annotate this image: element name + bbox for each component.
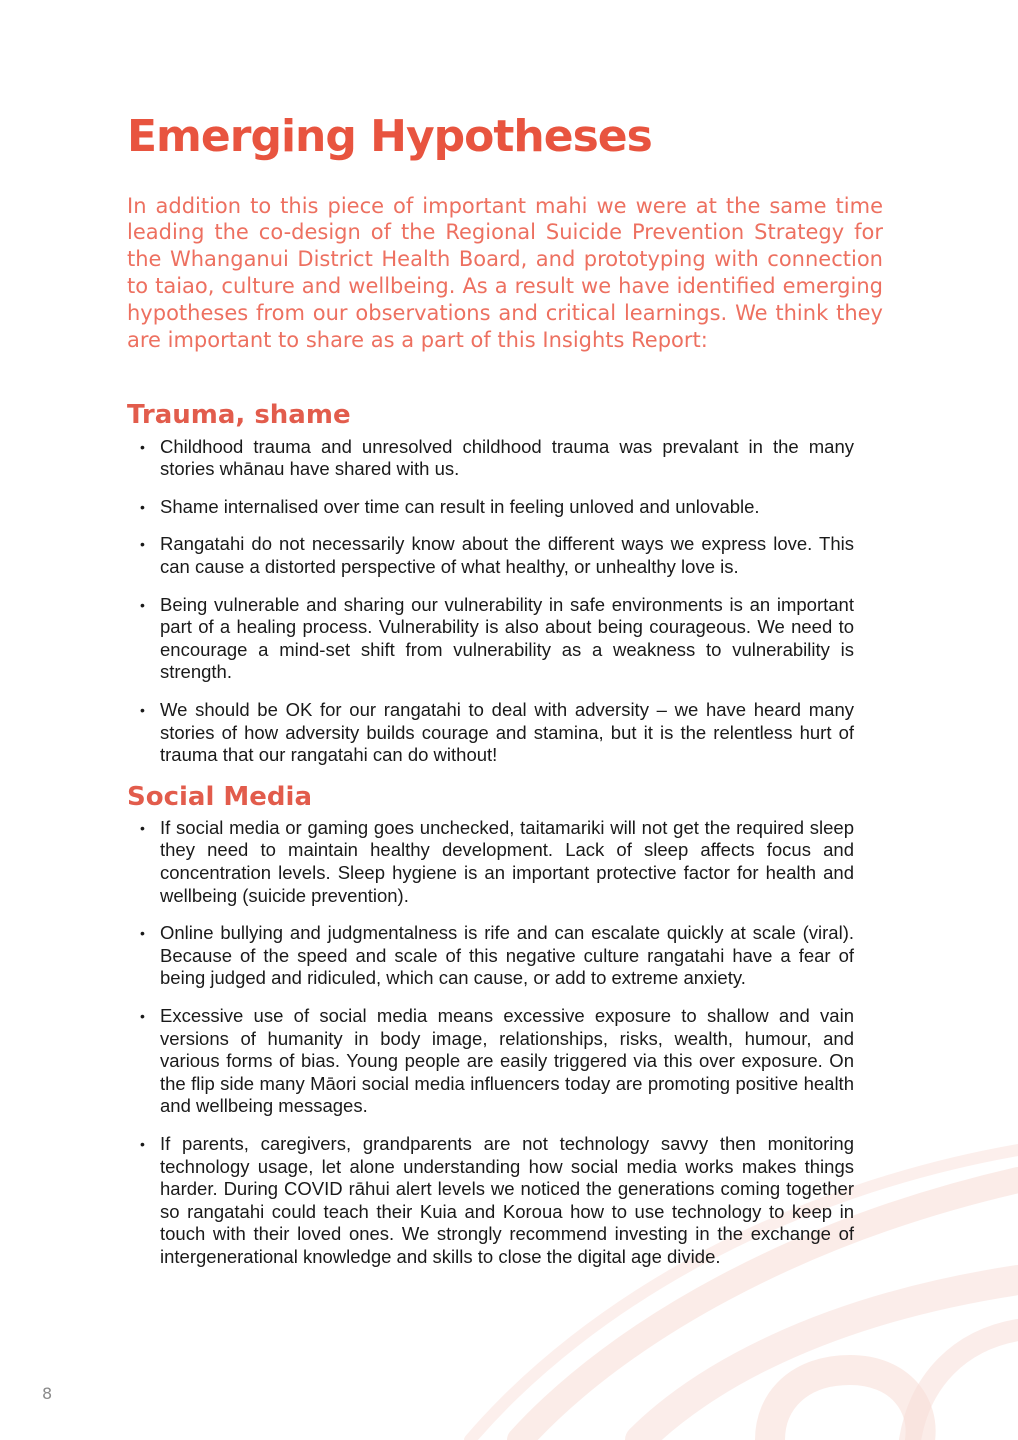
bullet-icon: • <box>140 925 145 942</box>
list-item <box>127 594 854 684</box>
list-item-text: If social media or gaming goes unchecked, taitamariki will not get the required sleep they need to maintain healthy development. Lack of sleep affects focus and concentration levels. Sleep hygiene is an important protective factor for health and wellbeing (suicide prevention). <box>160 816 854 906</box>
social-media-list <box>127 817 854 1269</box>
bullet-icon: • <box>140 701 145 718</box>
list-item-text: Childhood trauma and unresolved childhood trauma was prevalant in the many stories whānau have shared with us. <box>160 435 854 480</box>
list-item-text: Rangatahi do not necessarily know about the different ways we express love. This can cause a distorted perspective of what healthy, or unhealthy love is. <box>160 533 854 577</box>
bullet-icon: • <box>140 438 145 455</box>
page-title: Emerging Hypotheses <box>127 111 652 162</box>
list-item-text: Online bullying and judgmentalness is rife and can escalate quickly at scale (viral). Because of the speed and scale of this negative culture rangatahi have a fear of being judged and ridiculed, which can cause, or add to extreme anxiety. <box>160 922 854 989</box>
list-item <box>127 1005 854 1118</box>
list-item-text: If parents, caregivers, grandparents are not technology savvy then monitoring technology usage, let alone understanding how social media works makes things harder. During COVID rāhui alert levels we noticed the generations coming together so rangatahi could teach their Kuia and Koroua how to use technology to keep in touch with their loved ones. We strongly recommend investing in the exchange of intergenerational knowledge and skills to close the digital age divide. <box>160 1133 854 1267</box>
trauma-shame-list <box>127 436 854 767</box>
bullet-icon: • <box>140 536 145 553</box>
bullet-icon: • <box>140 596 145 613</box>
intro-paragraph: In addition to this piece of important mahi we were at the same time leading the co-design of the Regional Suicide Prevention Strategy for the Whanganui District Health Board, and prototyping with connection to taiao, culture and wellbeing. As a result we have identified emerging hypotheses from our observations and critical learnings. We think they are important to share as a part of this Insights Report: <box>127 193 883 352</box>
list-item <box>127 699 854 767</box>
bullet-icon: • <box>140 498 145 515</box>
bullet-icon: • <box>140 819 145 836</box>
list-item-text: Shame internalised over time can result in feeling unloved and unlovable. <box>160 495 760 517</box>
bullet-icon: • <box>140 1136 145 1152</box>
list-item <box>127 496 854 519</box>
list-item <box>127 533 854 578</box>
bullet-icon: • <box>140 1008 145 1025</box>
list-item-text: Being vulnerable and sharing our vulnerability in safe environments is an important part of a healing process. Vulnerability is also about being courageous. We need to encourage a mind-set shift from vulnerability as a weakness to vulnerability is strength. <box>160 593 854 683</box>
list-item-text: Excessive use of social media means excessive exposure to shallow and vain versions of humanity in body image, relationships, risks, wealth, humour, and various forms of bias. Young people are easily triggered via this over exposure. On the flip side many Māori social media influencers today are promoting positive health and wellbeing messages. <box>160 1005 854 1117</box>
list-item <box>127 922 854 990</box>
page-number: 8 <box>42 1384 53 1403</box>
list-item-text: We should be OK for our rangatahi to deal with adversity – we have heard many stories of how adversity builds courage and stamina, but it is the relentless hurt of trauma that our rangatahi can do without! <box>160 698 854 766</box>
page-content <box>127 112 883 1284</box>
section-heading-trauma-shame: Trauma, shame <box>127 400 351 431</box>
list-item <box>127 436 854 481</box>
list-item <box>127 1133 854 1269</box>
section-heading-social-media: Social Media <box>127 781 312 812</box>
list-item <box>127 817 854 907</box>
